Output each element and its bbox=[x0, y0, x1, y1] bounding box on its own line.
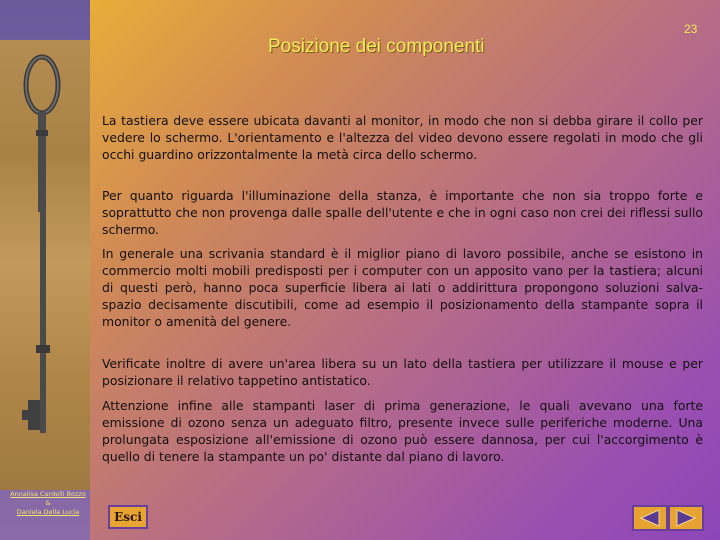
credit-author-2[interactable]: Daniela Della Lucia bbox=[16, 508, 80, 516]
slide-title: Posizione dei componenti bbox=[268, 36, 485, 57]
paragraph-desk: In generale una scrivania standard è il miglior piano di lavoro possibile, anche se esistono in commercio molti mobili predisposti per i computer con un apposito vano per la tastiera; alcuni di questi però, hanno poca superficie libera ai lati o addirittura propongono soluzioni salva-spazio decisamente discutibili, come ad esempio il posizionamento della stampante sopra il monitor o amenità del genere. bbox=[102, 246, 703, 329]
paragraph-lighting: Per quanto riguarda l'illuminazione della stanza, è importante che non sia troppo forte e soprattutto che non provenga dalle spalle dell'utente e che in ogni caso non crei dei riflessi sullo schermo. bbox=[102, 188, 703, 237]
page-number: 23 bbox=[684, 22, 698, 36]
credit-ampersand: & bbox=[45, 499, 51, 507]
next-slide-icon bbox=[675, 509, 697, 527]
credits bbox=[6, 490, 90, 517]
previous-slide-button[interactable] bbox=[632, 505, 668, 531]
paragraph-mouse-area: Verificate inoltre di avere un'area libera su un lato della tastiera per utilizzare il mouse e per posizionare il relativo tappetino antistatico. bbox=[102, 356, 703, 388]
next-slide-button[interactable] bbox=[668, 505, 704, 531]
sidebar bbox=[0, 0, 90, 540]
antique-key-image bbox=[0, 40, 90, 490]
credit-author-1[interactable]: Annalisa Cardelli Bozzo bbox=[10, 490, 86, 498]
paragraph-laser-printers: Attenzione infine alle stampanti laser di prima generazione, le quali avevano una forte emissione di ozono senza un adeguato filtro, presente invece sulle periferiche moderne. Una prolungata esposizione all'emissione di ozono può essere dannosa, per cui l'accorgimento è quello di tenere la stampante un po' distante dal piano di lavoro. bbox=[102, 398, 703, 464]
exit-button[interactable]: Esci bbox=[108, 505, 148, 529]
paragraph-keyboard-position: La tastiera deve essere ubicata davanti al monitor, in modo che non si debba girare il collo per vedere lo schermo. L'orientamento e l'altezza del video devono essere regolati in modo che gli occhi guardino orizzontalmente la metà circa dello schermo. bbox=[102, 113, 703, 162]
previous-slide-icon bbox=[639, 509, 661, 527]
